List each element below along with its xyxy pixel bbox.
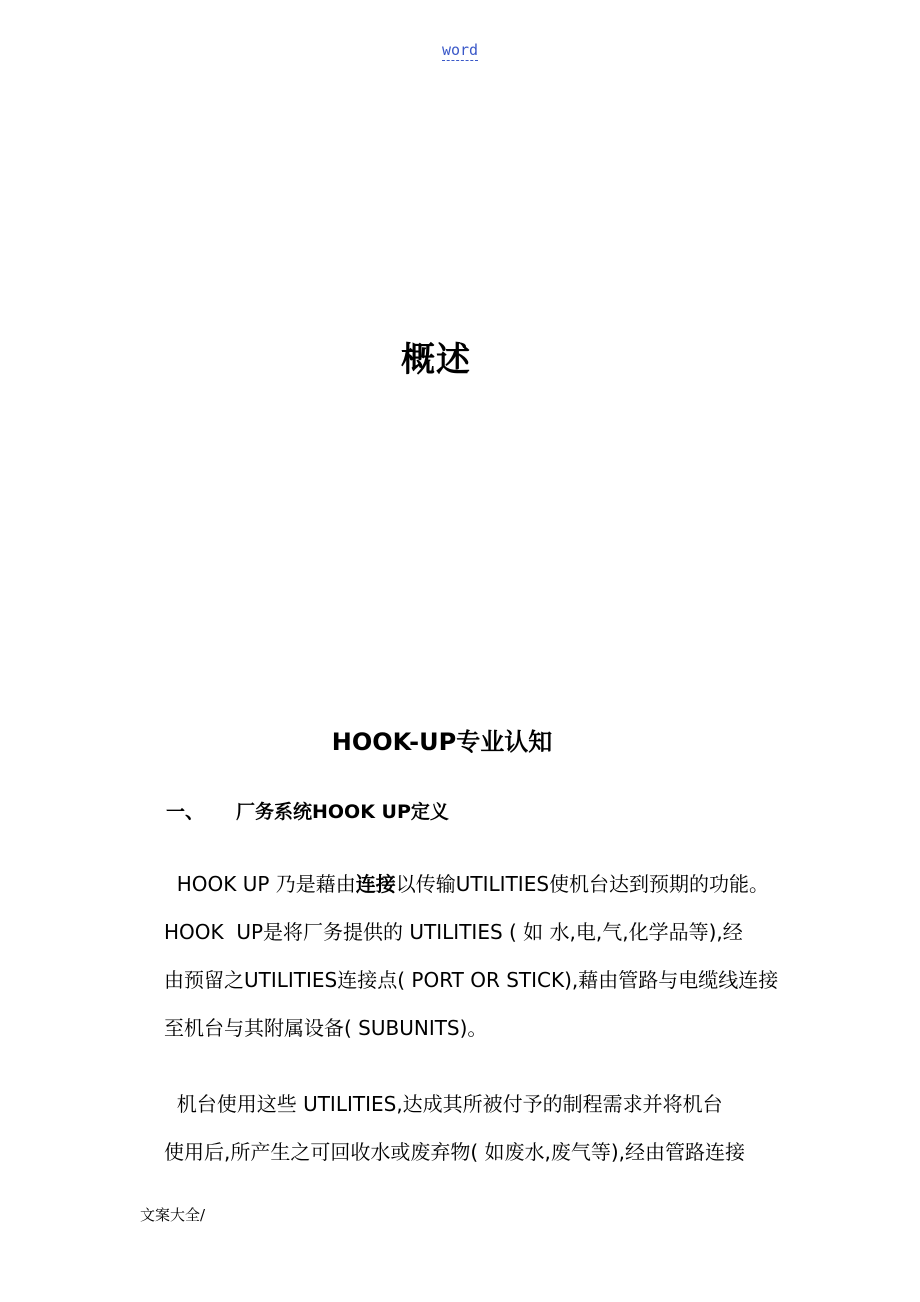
paragraph-2 bbox=[164, 1080, 884, 1176]
paragraph-1 bbox=[164, 860, 884, 1052]
paragraph-1-line-1-b: 以传输UTILITIES使机台达到预期的功能。 bbox=[395, 872, 770, 896]
paragraph-2-line-2: 使用后,所产生之可回收水或废弃物( 如废水,废气等),经由管路连接 bbox=[164, 1140, 746, 1164]
paragraph-1-line-1-a: HOOK UP 乃是藉由 bbox=[164, 872, 356, 896]
paragraph-1-line-4: 至机台与其附属设备( SUBUNITS)。 bbox=[164, 1016, 488, 1040]
paragraph-1-bold-term: 连接 bbox=[355, 872, 396, 896]
header-link-text[interactable]: word bbox=[441, 41, 479, 59]
paragraph-2-line-1: 机台使用这些 UTILITIES,达成其所被付予的制程需求并将机台 bbox=[164, 1092, 723, 1116]
heading-text: 厂务系统HOOK UP定义 bbox=[236, 801, 449, 823]
page-footer: 文案大全/ bbox=[140, 1206, 206, 1224]
section-title: HOOK-UP专业认知 bbox=[331, 728, 553, 756]
paragraph-1-line-1 bbox=[164, 860, 884, 908]
paragraph-1-line-3: 由预留之UTILITIES连接点( PORT OR STICK),藉由管路与电缆线连接 bbox=[164, 968, 779, 992]
paragraph-1-line-2: HOOK UP是将厂务提供的 UTILITIES ( 如 水,电,气,化学品等),经 bbox=[164, 920, 743, 944]
heading-number: 一、 bbox=[166, 801, 205, 823]
heading-1 bbox=[166, 797, 449, 824]
cover-title: 概述 bbox=[401, 340, 471, 380]
header-link[interactable] bbox=[0, 41, 920, 59]
